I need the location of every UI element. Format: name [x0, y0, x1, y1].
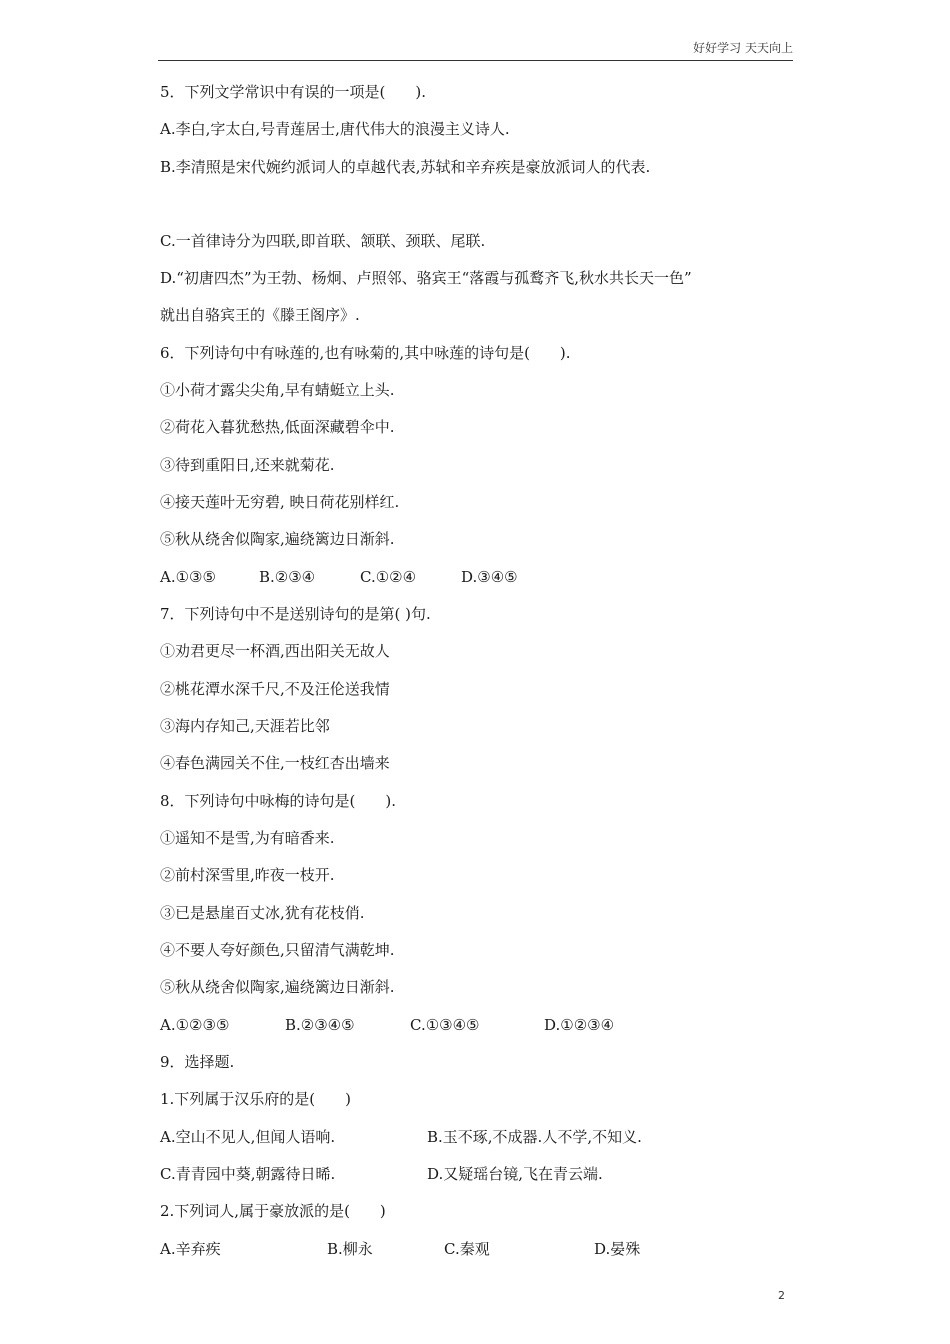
q9-sub1-option-d: D.又疑瑶台镜,飞在青云端. — [427, 1165, 603, 1183]
q5-option-b: B.李清照是宋代婉约派词人的卓越代表,苏轼和辛弃疾是豪放派词人的代表. — [160, 158, 651, 176]
q8-option-d: D.①②③④ — [544, 1016, 615, 1034]
q5-option-c: C.一首律诗分为四联,即首联、颔联、颈联、尾联. — [160, 232, 486, 250]
q6-stem: 6．下列诗句中有咏莲的,也有咏菊的,其中咏莲的诗句是( ). — [160, 344, 571, 362]
q8-item-5: ⑤秋从绕舍似陶家,遍绕篱边日渐斜. — [160, 978, 395, 996]
q6-item-5: ⑤秋从绕舍似陶家,遍绕篱边日渐斜. — [160, 530, 395, 548]
q9-sub2-stem: 2.下列词人,属于豪放派的是( ) — [160, 1202, 386, 1220]
q7-item-1: ①劝君更尽一杯酒,西出阳关无故人 — [160, 642, 390, 660]
q5-option-a: A.李白,字太白,号青莲居士,唐代伟大的浪漫主义诗人. — [160, 120, 510, 138]
q5-option-d-line2: 就出自骆宾王的《滕王阁序》. — [160, 306, 360, 324]
q9-sub2-option-c: C.秦观 — [444, 1240, 490, 1258]
q6-option-d: D.③④⑤ — [461, 568, 518, 586]
q6-option-b: B.②③④ — [259, 568, 316, 586]
q7-item-4: ④春色满园关不住,一枝红杏出墙来 — [160, 754, 390, 772]
q7-item-2: ②桃花潭水深千尺,不及汪伦送我情 — [160, 680, 390, 698]
page-header — [158, 38, 793, 61]
q6-item-4: ④接天莲叶无穷碧, 映日荷花别样红. — [160, 493, 400, 511]
q9-sub1-stem: 1.下列属于汉乐府的是( ) — [160, 1090, 352, 1108]
q6-item-3: ③待到重阳日,还来就菊花. — [160, 456, 335, 474]
q9-sub2-option-a: A.辛弃疾 — [160, 1240, 221, 1258]
q7-stem: 7．下列诗句中不是送别诗句的是第( )句. — [160, 605, 431, 623]
q6-item-1: ①小荷才露尖尖角,早有蜻蜓立上头. — [160, 381, 395, 399]
q8-item-1: ①遥知不是雪,为有暗香来. — [160, 829, 335, 847]
q6-option-c: C.①②④ — [360, 568, 417, 586]
q7-item-3: ③海内存知己,天涯若比邻 — [160, 717, 330, 735]
q8-stem: 8．下列诗句中咏梅的诗句是( ). — [160, 792, 397, 810]
q9-sub2-option-d: D.晏殊 — [594, 1240, 641, 1258]
q9-sub1-option-b: B.玉不琢,不成器.人不学,不知义. — [427, 1128, 642, 1146]
q6-item-2: ②荷花入暮犹愁热,低面深藏碧伞中. — [160, 418, 395, 436]
q8-option-c: C.①③④⑤ — [410, 1016, 480, 1034]
q9-stem: 9．选择题. — [160, 1053, 235, 1071]
q8-option-b: B.②③④⑤ — [285, 1016, 355, 1034]
q5-option-d-line1: D.“初唐四杰”为王勃、杨炯、卢照邻、骆宾王“落霞与孤鹜齐飞,秋水共长天一色” — [160, 269, 692, 287]
q8-option-a: A.①②③⑤ — [160, 1016, 230, 1034]
page-number: 2 — [778, 1289, 785, 1302]
q9-sub1-option-a: A.空山不见人,但闻人语响. — [160, 1128, 336, 1146]
q8-item-4: ④不要人夸好颜色,只留清气满乾坤. — [160, 941, 395, 959]
q8-item-3: ③已是悬崖百丈冰,犹有花枝俏. — [160, 904, 365, 922]
q9-sub2-option-b: B.柳永 — [327, 1240, 373, 1258]
header-motto: 好好学习 天天向上 — [693, 41, 793, 55]
q9-sub1-option-c: C.青青园中葵,朝露待日晞. — [160, 1165, 336, 1183]
q6-option-a: A.①③⑤ — [160, 568, 216, 586]
q5-stem: 5．下列文学常识中有误的一项是( ). — [160, 83, 427, 101]
q8-item-2: ②前村深雪里,昨夜一枝开. — [160, 866, 335, 884]
